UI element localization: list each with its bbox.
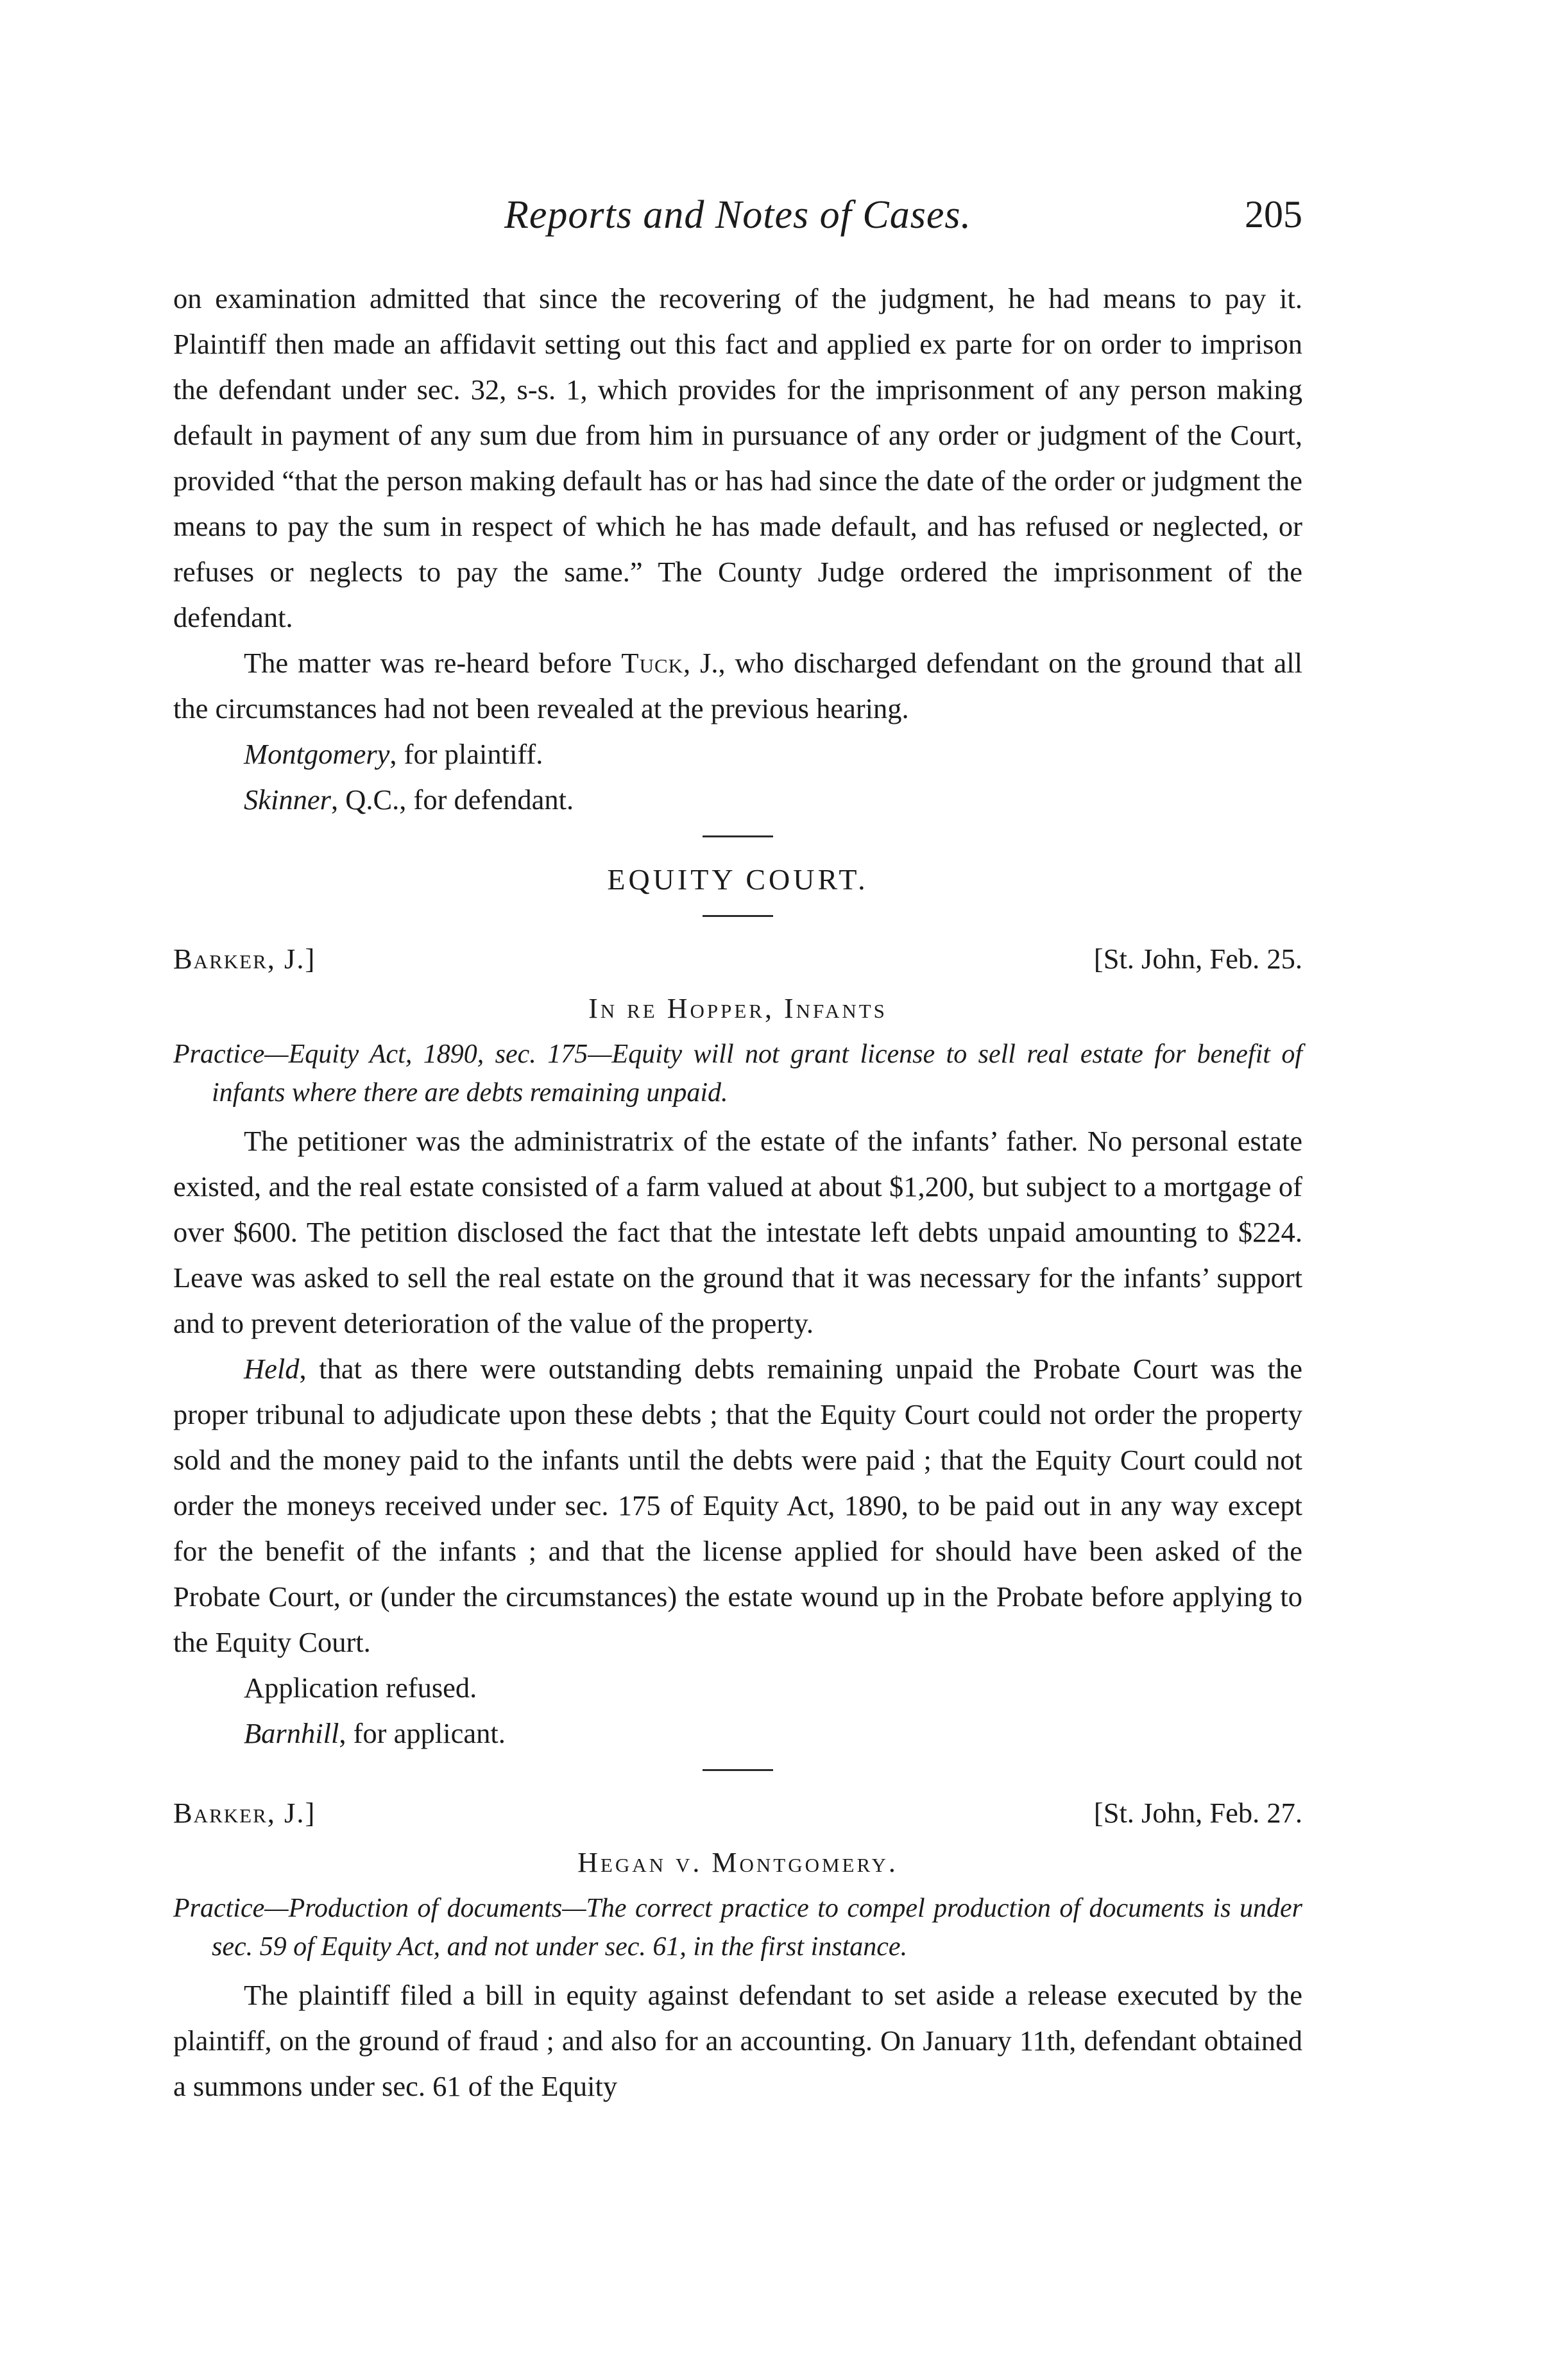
case-divider (703, 1769, 773, 1771)
case-1-held-paragraph (173, 1346, 1302, 1665)
case-1-byline (173, 936, 1302, 982)
rehearing-judge: Tuck (621, 647, 684, 679)
county-case-paragraph: on examination admitted that since the recovering of the judgment, he had means to pay it. Plaintiff then made an affidavit setting out this fact and applied ex parte for on order to imprison the defendant under sec. 32, s-s. 1, which provides for the imprisonment of any person making default in payment of any sum due from him in pursuance of any order or judgment of the Court, provided “that the person making default has or has had since the date of the order or judgment the means to pay the sum in respect of which he has made default, and has refused or neglected, or refuses or neglects to pay the same.” The County Judge ordered the imprisonment of the defendant. (173, 282, 1302, 633)
case-2-location-date: [St. John, Feb. 27. (1093, 1797, 1302, 1829)
counsel-defendant-name: Skinner (244, 783, 331, 816)
case-2-headnote: Practice—Production of documents—The correct practice to compel production of documents is under sec. 59 of Equity Act, and not under sec. 61, in the first instance. (173, 1894, 1302, 1962)
rehearing-text-start: The matter was re-heard before (244, 647, 622, 679)
case-2-byline (173, 1790, 1302, 1836)
text-column (173, 276, 1302, 2109)
counsel-plaintiff (244, 732, 1302, 777)
case-1-facts-paragraph: The petitioner was the administratrix of the estate of the infants’ father. No personal estate existed, and the real estate consisted of a farm valued at about $1,200, but subject to a mortgage of over $600. The petition disclosed the fact that the intestate left debts unpaid amounting to $224. Leave was asked to sell the real estate on the ground that it was necessary for the infants’ support and to prevent deterioration of the value of the property. (173, 1125, 1302, 1339)
court-heading-divider (703, 915, 773, 917)
case-1-held-text: , that as there were outstanding debts remaining unpaid the Probate Court was the proper tribunal to adjudicate upon these debts ; that the Equity Court could not order the property sold and the money paid to the infants until the debts were paid ; that the Equity Court could not order the moneys received under sec. 175 of Equity Act, 1890, to be paid out in any way except for the benefit of the infants ; and that the license applied for should have been asked of the Probate Court, or (under the circumstances) the estate wound up in the Probate before applying to the Equity Court. (173, 1353, 1302, 1658)
section-divider (703, 835, 773, 837)
case-2-title: Hegan v. Montgomery. (577, 1847, 898, 1878)
running-head (173, 193, 1302, 263)
case-1-held-word: Held (244, 1353, 300, 1385)
counsel-plaintiff-role: , for plaintiff. (389, 738, 543, 770)
case-2-judge: Barker, J.] (173, 1797, 316, 1829)
case-1-counsel-role: , for applicant. (339, 1717, 506, 1749)
counsel-plaintiff-name: Montgomery (244, 738, 390, 770)
case-1-title: In re Hopper, Infants (588, 993, 887, 1024)
case-1-result: Application refused. (244, 1672, 477, 1704)
case-1-headnote: Practice—Equity Act, 1890, sec. 175—Equity will not grant license to sell real estate for benefit of infants where there are debts remaining unpaid. (173, 1040, 1302, 1108)
case-1-counsel (244, 1711, 1302, 1756)
court-heading: EQUITY COURT. (607, 863, 869, 896)
case-1-judge: Barker, J.] (173, 943, 316, 975)
counsel-defendant (244, 777, 1302, 823)
county-case-rehearing-paragraph (173, 640, 1302, 732)
running-title: Reports and Notes of Cases. (504, 193, 971, 237)
page-number: 205 (1245, 193, 1302, 235)
rehearing-text-end: , J., who discharged defendant on the ground that all the circumstances had not been revealed at the previous hearing. (173, 647, 1302, 724)
case-1-counsel-name: Barnhill (244, 1717, 339, 1749)
counsel-defendant-role: , Q.C., for defendant. (330, 783, 574, 816)
case-2-facts-paragraph: The plaintiff filed a bill in equity against defendant to set aside a release executed by the plaintiff, on the ground of fraud ; and also for an accounting. On January 11th, defendant obtained a summons under sec. 61 of the Equity (173, 1979, 1302, 2102)
case-1-location-date: [St. John, Feb. 25. (1093, 943, 1302, 975)
